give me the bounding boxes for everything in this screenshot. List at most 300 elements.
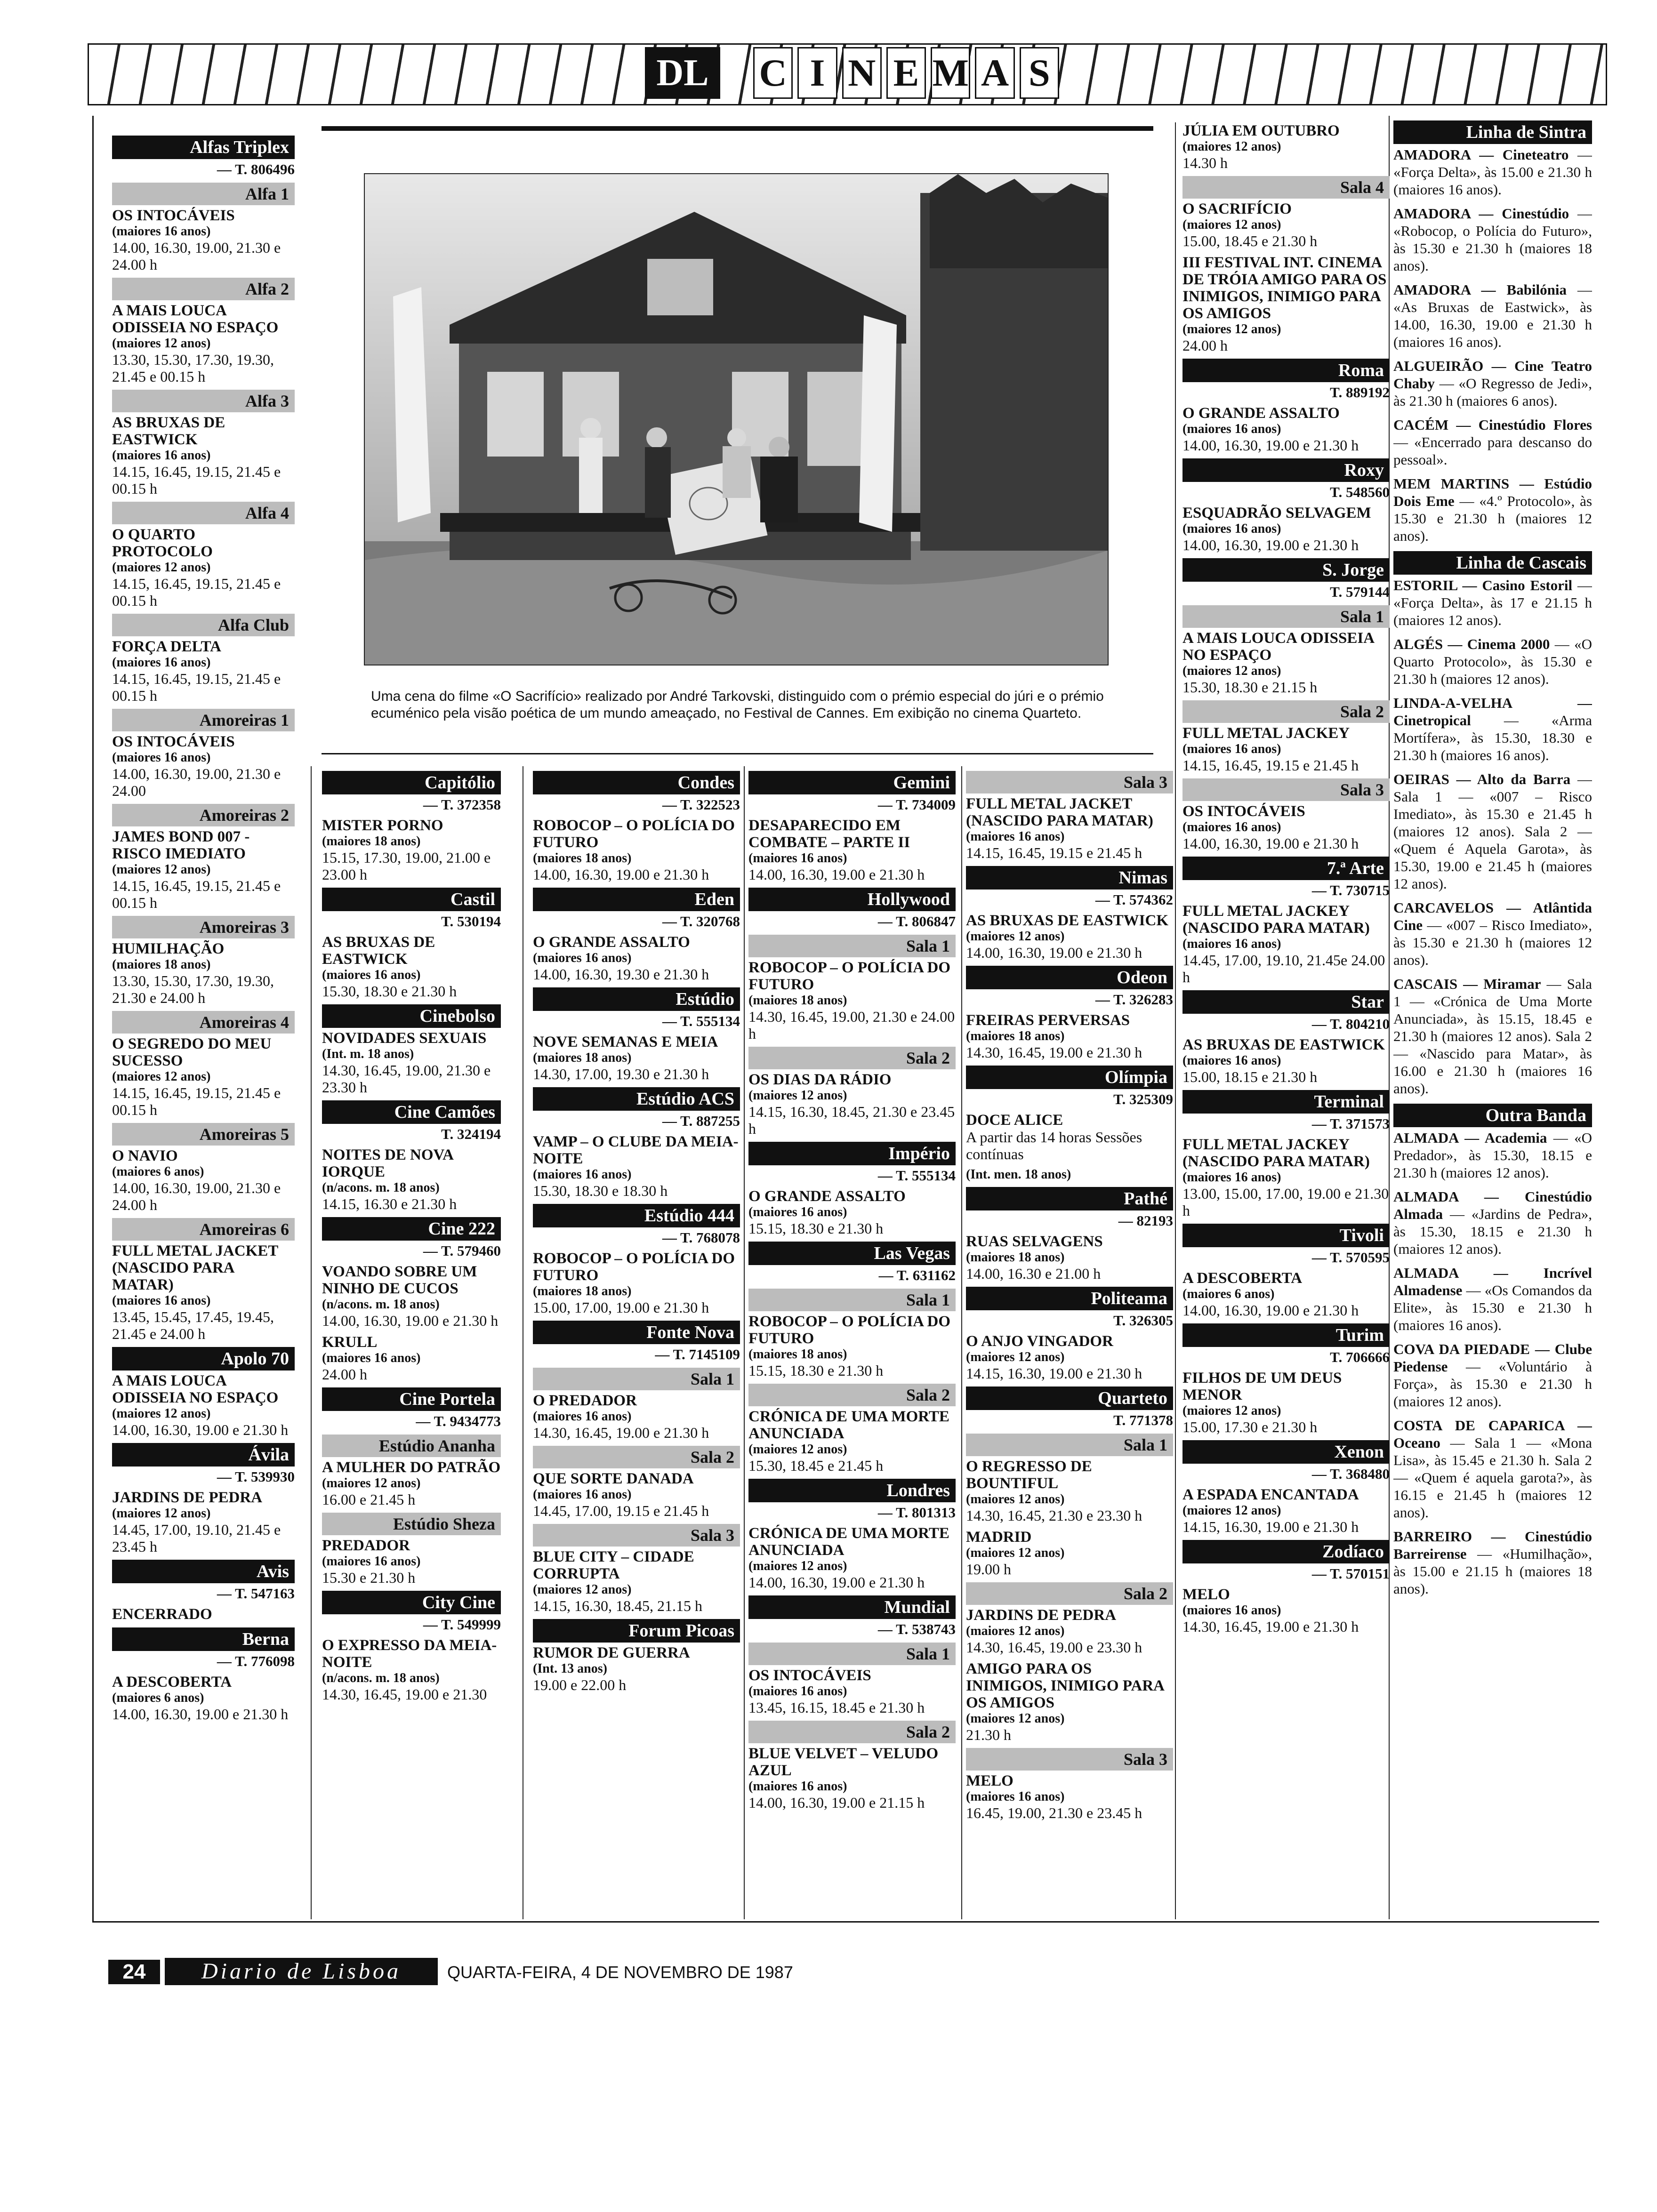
listings-column-6 xyxy=(1182,122,1390,1919)
phone-number: — T. 806496 xyxy=(217,161,295,177)
film-entry xyxy=(533,1470,740,1519)
regional-listing xyxy=(1393,1528,1592,1597)
screen-header: Sala 2 xyxy=(966,1582,1173,1605)
screen-header: Amoreiras 2 xyxy=(112,804,295,826)
age-rating: (maiores 12 anos) xyxy=(112,862,211,877)
film-title: RUAS SELVAGENS xyxy=(966,1233,1103,1250)
film-title: DESAPARECIDO EM COMBATE – PARTE II xyxy=(748,817,910,851)
regional-listing xyxy=(1393,577,1592,629)
film-entry xyxy=(1182,1270,1390,1319)
showtimes: 14.15, 16.30, 19.00 e 21.30 h xyxy=(1182,1518,1359,1535)
showtimes: 15.15, 18.30 e 21.30 h xyxy=(748,1220,884,1237)
phone-number: — T. 804210 xyxy=(1311,1016,1390,1032)
film-entry xyxy=(748,1667,956,1716)
cinema-header: Linha de Sintra xyxy=(1393,120,1592,144)
film-title: FILHOS DE UM DEUS MENOR xyxy=(1182,1370,1342,1403)
cinema-header: S. Jorge xyxy=(1182,558,1390,582)
regional-listing xyxy=(1393,146,1592,198)
cinema-header: Forum Picoas xyxy=(533,1619,740,1643)
regional-listing xyxy=(1393,975,1592,1097)
section-letter: M xyxy=(931,47,970,99)
film-title: JARDINS DE PEDRA xyxy=(112,1489,263,1506)
showtimes: 16.00 e 21.45 h xyxy=(322,1491,416,1508)
showtimes: 14.30, 16.45, 19.00, 21.30 e 24.00 h xyxy=(748,1008,955,1042)
listing-details: — Sala 1 — «Mona Lisa», às 15.45 e 21.30 h. Sala 2 — «Quem é aquela garota?», às 16.15 e 21.45 h (maiores 12 anos). xyxy=(1393,1435,1592,1521)
cinema-header: Roxy xyxy=(1182,458,1390,482)
film-title: A DESCOBERTA xyxy=(1182,1270,1303,1287)
listings-column-2 xyxy=(322,766,501,1919)
age-rating: (maiores 18 anos) xyxy=(748,993,847,1008)
film-entry xyxy=(112,414,295,497)
phone-number: — T. 776098 xyxy=(217,1653,295,1669)
phone-number: T. 706666 xyxy=(1330,1349,1390,1365)
listing-details: — «Encerrado para descanso do pessoal». xyxy=(1393,434,1592,468)
film-entry xyxy=(966,1607,1173,1656)
age-rating: (maiores 12 anos) xyxy=(533,1582,632,1597)
phone-number: — T. 9434773 xyxy=(416,1413,501,1429)
screen-header: Sala 2 xyxy=(533,1446,740,1468)
regional-listing xyxy=(1393,1264,1592,1334)
screen-header: Sala 2 xyxy=(748,1721,956,1743)
publication-date: QUARTA-FEIRA, 4 DE NOVEMBRO DE 1987 xyxy=(447,1963,793,1982)
screen-header: Estúdio Sheza xyxy=(322,1513,501,1535)
cinema-header: Star xyxy=(1182,990,1390,1014)
cinema-header: Terminal xyxy=(1182,1090,1390,1114)
column-divider xyxy=(961,766,962,1919)
showtimes: 16.45, 19.00, 21.30 e 23.45 h xyxy=(966,1804,1142,1821)
regional-listing xyxy=(1393,416,1592,468)
venue-name: COVA DA PIEDADE — Clube Piedense xyxy=(1393,1341,1592,1375)
age-rating: (Int. m. 18 anos) xyxy=(322,1047,414,1061)
film-entry xyxy=(112,1489,295,1555)
film-entry xyxy=(748,1188,956,1237)
column-divider xyxy=(1175,122,1176,1919)
venue-name: AMADORA — Babilónia xyxy=(1393,281,1567,298)
screen-header: Alfa 3 xyxy=(112,390,295,412)
cinema-header: Fonte Nova xyxy=(533,1321,740,1344)
cinema-header: Roma xyxy=(1182,359,1390,382)
screen-header: Amoreiras 5 xyxy=(112,1123,295,1146)
venue-name: ALMADA — Cinestúdio Almada xyxy=(1393,1188,1592,1222)
showtimes: 14.30, 16.45, 19.00, 21.30 e 23.30 h xyxy=(322,1062,491,1096)
listing-details: — «Jardins de Pedra», às 15.30, 18.15 e 21.30 h (maiores 12 anos). xyxy=(1393,1206,1592,1257)
showtimes: 14.15, 16.30, 18.45, 21.15 h xyxy=(533,1597,702,1614)
film-entry xyxy=(966,1167,1173,1182)
film-title: O REGRESSO DE BOUNTIFUL xyxy=(966,1458,1092,1492)
film-entry xyxy=(1182,903,1390,986)
venue-name: MEM MARTINS — Estúdio Dois Eme xyxy=(1393,475,1592,509)
showtimes: 14.00, 16.30, 19.00 e 21.30 h xyxy=(112,1706,289,1723)
film-still-illustration xyxy=(365,174,1108,665)
age-rating: (n/acons. m. 18 anos) xyxy=(322,1297,440,1312)
age-rating: (maiores 12 anos) xyxy=(1182,664,1281,678)
film-title: AS BRUXAS DE EASTWICK xyxy=(966,912,1169,929)
showtimes: 13.30, 15.30, 17.30, 19.30, 21.30 e 24.00 h xyxy=(112,972,274,1006)
film-entry xyxy=(112,1606,295,1623)
film-title: KRULL xyxy=(322,1334,378,1351)
listings-column-4 xyxy=(748,766,956,1919)
regional-listing xyxy=(1393,1340,1592,1410)
showtimes: 15.30, 18.45 e 21.45 h xyxy=(748,1457,884,1474)
age-rating: (maiores 12 anos) xyxy=(1182,1503,1281,1518)
age-rating: (maiores 12 anos) xyxy=(748,1088,847,1103)
showtimes: 14.30, 16.45, 19.00 e 23.30 h xyxy=(966,1639,1142,1656)
film-title: ENCERRADO xyxy=(112,1606,212,1623)
film-entry xyxy=(112,1674,295,1723)
film-entry xyxy=(966,1458,1173,1524)
listings-column-1 xyxy=(112,131,295,1919)
age-rating: (maiores 16 anos) xyxy=(748,1779,847,1794)
showtimes: 14.30, 16.45, 19.00 e 21.30 h xyxy=(966,1044,1142,1061)
venue-name: COSTA DE CAPARICA — Oceano xyxy=(1393,1417,1592,1451)
showtimes: 15.30, 18.30 e 21.15 h xyxy=(1182,679,1318,696)
film-entry xyxy=(322,1146,501,1212)
listing-details: — «Humilhação», às 15.00 e 21.15 h (maiores 18 anos). xyxy=(1393,1546,1592,1597)
cinema-header: Tivoli xyxy=(1182,1224,1390,1247)
age-rating: (maiores 12 anos) xyxy=(748,1559,847,1573)
film-title: ROBOCOP – O POLÍCIA DO FUTURO xyxy=(533,1250,735,1284)
venue-name: CARCAVELOS — Atlântida Cine xyxy=(1393,899,1592,933)
listing-details: — «Voluntário à Força», às 15.30 e 21.30 h (maiores 12 anos). xyxy=(1393,1358,1592,1410)
listing-details: — «007 – Risco Imediato», às 15.30 e 21.30 h (maiores 12 anos). xyxy=(1393,917,1592,968)
showtimes: 15.00, 18.45 e 21.30 h xyxy=(1182,232,1318,249)
regional-listing xyxy=(1393,205,1592,274)
film-still-photo xyxy=(364,173,1109,665)
listing-details: — «O Quarto Protocolo», às 15.30 e 21.30 h (maiores 12 anos). xyxy=(1393,636,1592,687)
listing-details: — «As Bruxas de Eastwick», às 14.00, 16.30, 19.00 e 21.30 h (maiores 16 anos). xyxy=(1393,281,1592,350)
page-number: 24 xyxy=(108,1960,160,1984)
cinema-header: Estúdio 444 xyxy=(533,1204,740,1227)
film-entry xyxy=(112,1147,295,1213)
film-entry xyxy=(966,795,1173,861)
age-rating: (maiores 16 anos) xyxy=(1182,1053,1281,1068)
phone-number: — T. 326283 xyxy=(1095,991,1173,1008)
film-entry xyxy=(322,934,501,1000)
age-rating: (maiores 12 anos) xyxy=(966,1350,1065,1364)
film-title: MELO xyxy=(1182,1586,1230,1603)
film-title: FREIRAS PERVERSAS xyxy=(966,1012,1130,1029)
showtimes: 14.45, 17.00, 19.10, 21.45e 24.00 h xyxy=(1182,952,1385,986)
showtimes: 14.15, 16.45, 19.15 e 21.45 h xyxy=(1182,757,1359,774)
film-title: MISTER PORNO xyxy=(322,817,443,834)
film-title: JÚLIA EM OUTUBRO xyxy=(1182,122,1340,139)
showtimes: 14.15, 16.30, 18.45, 21.30 e 23.45 h xyxy=(748,1103,955,1137)
film-title: BLUE CITY – CIDADE CORRUPTA xyxy=(533,1548,694,1582)
film-title: FULL METAL JACKEY (NASCIDO PARA MATAR) xyxy=(1182,903,1370,937)
age-rating: (maiores 18 anos) xyxy=(322,834,421,849)
film-entry xyxy=(322,1030,501,1096)
cinema-header: Estúdio xyxy=(533,987,740,1011)
listing-details: — «O Regresso de Jedi», às 21.30 h (maiores 6 anos). xyxy=(1393,375,1592,409)
regional-listing xyxy=(1393,475,1592,545)
cinema-header: Politeama xyxy=(966,1287,1173,1310)
showtimes: 14.15, 16.45, 19.15, 21.45 e 00.15 h xyxy=(112,1084,281,1118)
film-entry xyxy=(966,1112,1173,1162)
film-title: O SACRIFÍCIO xyxy=(1182,200,1292,217)
showtimes: 14.00, 16.30, 19.00 e 21.30 h xyxy=(112,1421,289,1438)
showtimes: 14.00, 16.30, 19.00 e 21.30 h xyxy=(1182,835,1359,852)
cinema-header: Estúdio ACS xyxy=(533,1087,740,1111)
showtimes: 15.30 e 21.30 h xyxy=(322,1569,416,1586)
phone-number: — T. 368480 xyxy=(1311,1466,1390,1482)
dl-logo: DL xyxy=(645,47,720,99)
film-entry xyxy=(112,526,295,609)
film-entry xyxy=(966,1660,1173,1743)
cinema-header: Castil xyxy=(322,888,501,911)
showtimes: 14.30, 16.45, 21.30 e 23.30 h xyxy=(966,1507,1142,1524)
phone-number: — T. 574362 xyxy=(1095,891,1173,908)
film-entry xyxy=(112,733,295,799)
cinema-header: Outra Banda xyxy=(1393,1104,1592,1127)
section-letter: E xyxy=(886,47,926,99)
cinema-header: Alfas Triplex xyxy=(112,136,295,159)
cinema-header: Condes xyxy=(533,771,740,794)
age-rating: (maiores 12 anos) xyxy=(748,1442,847,1457)
cinema-header: Berna xyxy=(112,1627,295,1651)
cinema-header: 7.ª Arte xyxy=(1182,857,1390,880)
phone-number: — T. 555134 xyxy=(877,1167,956,1184)
section-letter: I xyxy=(797,47,837,99)
film-title: OS INTOCÁVEIS xyxy=(112,733,235,750)
screen-header: Sala 3 xyxy=(533,1524,740,1547)
age-rating: (maiores 16 anos) xyxy=(966,829,1065,844)
showtimes: 14.00, 16.30, 19.00 e 21.15 h xyxy=(748,1794,925,1811)
age-rating: (maiores 16 anos) xyxy=(112,1293,211,1308)
film-title: FULL METAL JACKEY (NASCIDO PARA MATAR) xyxy=(1182,1136,1370,1170)
film-entry xyxy=(112,828,295,911)
film-entry xyxy=(112,1242,295,1342)
film-title: CRÓNICA DE UMA MORTE ANUNCIADA xyxy=(748,1408,949,1442)
regional-listing xyxy=(1393,635,1592,688)
film-entry xyxy=(748,1745,956,1811)
age-rating: (maiores 16 anos) xyxy=(1182,937,1281,951)
cinema-header: Turim xyxy=(1182,1323,1390,1347)
showtimes: 14.30, 16.45, 19.00 e 21.30 h xyxy=(1182,1618,1359,1635)
screen-header: Sala 1 xyxy=(533,1368,740,1390)
age-rating: (maiores 6 anos) xyxy=(112,1691,204,1705)
showtimes: 24.00 h xyxy=(322,1366,367,1383)
film-title: A MAIS LOUCA ODISSEIA NO ESPAÇO xyxy=(112,302,279,336)
cinema-header: Xenon xyxy=(1182,1440,1390,1464)
age-rating: (maiores 16 anos) xyxy=(533,951,632,965)
age-rating: (n/acons. m. 18 anos) xyxy=(322,1180,440,1195)
showtimes: 14.15, 16.30, 19.00 e 21.30 h xyxy=(966,1365,1142,1382)
film-entry xyxy=(533,817,740,883)
showtimes: 14.00, 16.30, 19.00 e 21.30 h xyxy=(322,1312,499,1329)
phone-number: — T. 372358 xyxy=(423,796,501,813)
phone-number: — T. 579460 xyxy=(423,1242,501,1259)
showtimes: 14.15, 16.45, 19.15, 21.45 e 00.15 h xyxy=(112,670,281,704)
showtimes: 14.00, 16.30, 19.00, 21.30 e 24.00 xyxy=(112,765,281,799)
film-title: O GRANDE ASSALTO xyxy=(533,934,690,951)
film-title: VOANDO SOBRE UM NINHO DE CUCOS xyxy=(322,1263,477,1297)
film-entry xyxy=(1182,803,1390,852)
age-rating: (maiores 16 anos) xyxy=(112,448,211,463)
film-entry xyxy=(1182,1586,1390,1635)
film-entry xyxy=(1182,1486,1390,1535)
screen-header: Sala 3 xyxy=(966,771,1173,793)
showtimes: 14.15, 16.45, 19.15, 21.45 e 00.15 h xyxy=(112,575,281,609)
phone-number: — T. 801313 xyxy=(877,1504,956,1521)
age-rating: (maiores 16 anos) xyxy=(1182,521,1281,536)
age-rating: (maiores 18 anos) xyxy=(533,1284,632,1298)
age-rating: (maiores 12 anos) xyxy=(322,1476,421,1491)
age-rating: (maiores 12 anos) xyxy=(112,336,211,351)
venue-name: CASCAIS — Miramar xyxy=(1393,976,1541,992)
showtimes: 13.00, 15.00, 17.00, 19.00 e 21.30 h xyxy=(1182,1185,1389,1219)
phone-number: — T. 768078 xyxy=(662,1229,740,1246)
showtimes: 13.45, 15.45, 17.45, 19.45, 21.45 e 24.00 h xyxy=(112,1308,274,1342)
film-title: HUMILHAÇÃO xyxy=(112,940,225,957)
film-title: FULL METAL JACKEY xyxy=(1182,725,1350,742)
cinema-header: Pathé xyxy=(966,1187,1173,1210)
phone-number: — T. 570151 xyxy=(1311,1565,1390,1582)
showtimes: 14.00, 16.30, 19.00 e 21.30 h xyxy=(748,866,925,883)
film-title: AS BRUXAS DE EASTWICK xyxy=(112,414,225,448)
film-entry xyxy=(533,1034,740,1082)
showtimes: 14.00, 16.30, 19.00, 21.30 e 24.00 h xyxy=(112,239,281,273)
film-entry xyxy=(748,1408,956,1474)
listing-details: — «Os Comandos da Elite», às 15.30 e 21.30 h (maiores 16 anos). xyxy=(1393,1282,1592,1333)
showtimes: 14.00, 16.30, 19.00, 21.30 e 24.00 h xyxy=(112,1179,281,1213)
film-title: AS BRUXAS DE EASTWICK xyxy=(322,934,435,968)
film-entry xyxy=(1182,200,1390,249)
showtimes: 15.00, 17.00, 19.00 e 21.30 h xyxy=(533,1299,709,1316)
age-rating: (maiores 18 anos) xyxy=(533,851,632,866)
film-entry xyxy=(1182,505,1390,553)
film-entry xyxy=(748,1313,956,1379)
film-entry xyxy=(322,1263,501,1329)
regional-listing xyxy=(1393,694,1592,764)
age-rating: (maiores 16 anos) xyxy=(533,1409,632,1424)
film-title: AMIGO PARA OS INIMIGOS, INIMIGO PARA OS AMIGOS xyxy=(966,1660,1164,1711)
screen-header: Amoreiras 6 xyxy=(112,1218,295,1241)
section-letter: S xyxy=(1020,47,1059,99)
showtimes: 15.00, 18.15 e 21.30 h xyxy=(1182,1068,1318,1085)
regional-listing xyxy=(1393,770,1592,892)
phone-number: T. 324194 xyxy=(441,1126,501,1142)
screen-header: Amoreiras 3 xyxy=(112,916,295,938)
age-rating: (Int. men. 18 anos) xyxy=(966,1167,1071,1182)
section-letter: N xyxy=(842,47,882,99)
age-rating: (maiores 16 anos) xyxy=(748,1684,847,1699)
age-rating: (maiores 12 anos) xyxy=(112,1406,211,1421)
film-title: FULL METAL JACKET (NASCIDO PARA MATAR) xyxy=(112,1242,278,1293)
age-rating: (maiores 16 anos) xyxy=(112,224,211,239)
cinema-header: Eden xyxy=(533,888,740,911)
age-rating: (maiores 16 anos) xyxy=(748,851,847,866)
age-rating: (maiores 12 anos) xyxy=(1182,322,1281,337)
film-title: FORÇA DELTA xyxy=(112,638,221,655)
phone-number: — T. 7145109 xyxy=(655,1346,740,1362)
phone-number: T. 548560 xyxy=(1330,484,1390,500)
screen-header: Alfa 4 xyxy=(112,502,295,524)
film-entry xyxy=(322,1637,501,1703)
age-rating: (maiores 12 anos) xyxy=(966,1492,1065,1507)
cinema-header: Apolo 70 xyxy=(112,1347,295,1370)
film-entry xyxy=(322,817,501,883)
showtimes: 15.30, 18.30 e 21.30 h xyxy=(322,983,457,1000)
showtimes: 14.30 h xyxy=(1182,154,1228,171)
regional-listing xyxy=(1393,1417,1592,1521)
age-rating: (n/acons. m. 18 anos) xyxy=(322,1671,440,1685)
venue-name: CACÉM — Cinestúdio Flores xyxy=(1393,417,1592,433)
photo-top-rule xyxy=(322,126,1153,131)
screen-header: Amoreiras 1 xyxy=(112,709,295,731)
cinema-header: Império xyxy=(748,1142,956,1165)
cinema-header: Avis xyxy=(112,1560,295,1583)
age-rating: (maiores 16 anos) xyxy=(112,750,211,765)
showtimes: 14.30, 16.45, 19.00 e 21.30 h xyxy=(533,1424,709,1441)
film-title: ROBOCOP – O POLÍCIA DO FUTURO xyxy=(748,959,951,993)
film-entry xyxy=(1182,630,1390,696)
showtimes: 24.00 h xyxy=(1182,337,1228,354)
age-rating: (maiores 16 anos) xyxy=(322,968,421,982)
showtimes: 14.00, 16.30, 19.00 e 21.30 h xyxy=(1182,537,1359,553)
cinema-header: Linha de Cascais xyxy=(1393,551,1592,575)
film-title: PREDADOR xyxy=(322,1537,410,1554)
age-rating: (maiores 12 anos) xyxy=(966,1546,1065,1560)
film-entry xyxy=(112,302,295,385)
regional-listing xyxy=(1393,281,1592,351)
age-rating: (maiores 12 anos) xyxy=(112,1506,211,1521)
phone-number: — T. 549999 xyxy=(423,1616,501,1633)
showtimes: 14.00, 16.30, 19.00 e 21.30 h xyxy=(1182,437,1359,454)
showtimes: 15.15, 17.30, 19.00, 21.00 e 23.00 h xyxy=(322,849,491,883)
screen-header: Estúdio Ananha xyxy=(322,1435,501,1457)
phone-number: T. 325309 xyxy=(1113,1091,1173,1107)
listing-details: — «Robocop, o Polícia do Futuro», às 15.30 e 21.30 h (maiores 18 anos). xyxy=(1393,205,1592,274)
showtimes: 19.00 h xyxy=(966,1561,1011,1578)
phone-number: — T. 631162 xyxy=(878,1267,956,1283)
showtimes: 14.30, 17.00, 19.30 e 21.30 h xyxy=(533,1066,709,1082)
age-rating: (maiores 12 anos) xyxy=(966,929,1065,944)
age-rating: (maiores 18 anos) xyxy=(966,1029,1065,1043)
venue-name: ALGÉS — Cinema 2000 xyxy=(1393,636,1550,652)
age-rating: (maiores 16 anos) xyxy=(112,655,211,670)
age-rating: (maiores 12 anos) xyxy=(1182,139,1281,154)
phone-number: — T. 320768 xyxy=(662,913,740,930)
screen-header: Amoreiras 4 xyxy=(112,1011,295,1034)
film-title: CRÓNICA DE UMA MORTE ANUNCIADA xyxy=(748,1525,949,1559)
phone-number: — T. 539930 xyxy=(217,1468,295,1485)
venue-name: LINDA-A-VELHA — Cinetropical xyxy=(1393,695,1592,729)
film-entry xyxy=(748,1071,956,1137)
showtimes: 14.45, 17.00, 19.15 e 21.45 h xyxy=(533,1502,709,1519)
film-entry xyxy=(533,1250,740,1316)
age-rating: (maiores 16 anos) xyxy=(1182,742,1281,756)
showtimes: 19.00 e 22.00 h xyxy=(533,1676,627,1693)
listing-details: — Sala 1 — «007 – Risco Imediato», às 15.30 e 21.45 h (maiores 12 anos). Sala 2 — «Quem é Aquela Garota», às 15.30, 19.00 e 21.45 h (maiores 12 anos). xyxy=(1393,771,1592,892)
venue-name: OEIRAS — Alto da Barra xyxy=(1393,771,1571,787)
film-entry xyxy=(533,1548,740,1614)
film-title: ROBOCOP – O POLÍCIA DO FUTURO xyxy=(748,1313,951,1347)
screen-header: Alfa Club xyxy=(112,614,295,636)
film-title: JARDINS DE PEDRA xyxy=(966,1607,1117,1624)
showtimes: 14.15, 16.45, 19.15, 21.45 e 00.15 h xyxy=(112,463,281,497)
film-entry xyxy=(1182,254,1390,354)
regional-listings-column xyxy=(1393,116,1592,1919)
section-letter: A xyxy=(975,47,1014,99)
phone-number: — T. 730715 xyxy=(1311,882,1390,898)
listing-details: — «Força Delta», às 17 e 21.15 h (maiores 12 anos). xyxy=(1393,577,1592,628)
film-title: OS DIAS DA RÁDIO xyxy=(748,1071,892,1088)
showtimes: 15.30, 18.30 e 18.30 h xyxy=(533,1182,668,1199)
showtimes: 14.00, 16.30, 19.00 e 21.30 h xyxy=(748,1574,925,1591)
venue-name: AMADORA — Cinestúdio xyxy=(1393,205,1569,222)
film-title: RUMOR DE GUERRA xyxy=(533,1644,690,1661)
film-entry xyxy=(322,1459,501,1508)
